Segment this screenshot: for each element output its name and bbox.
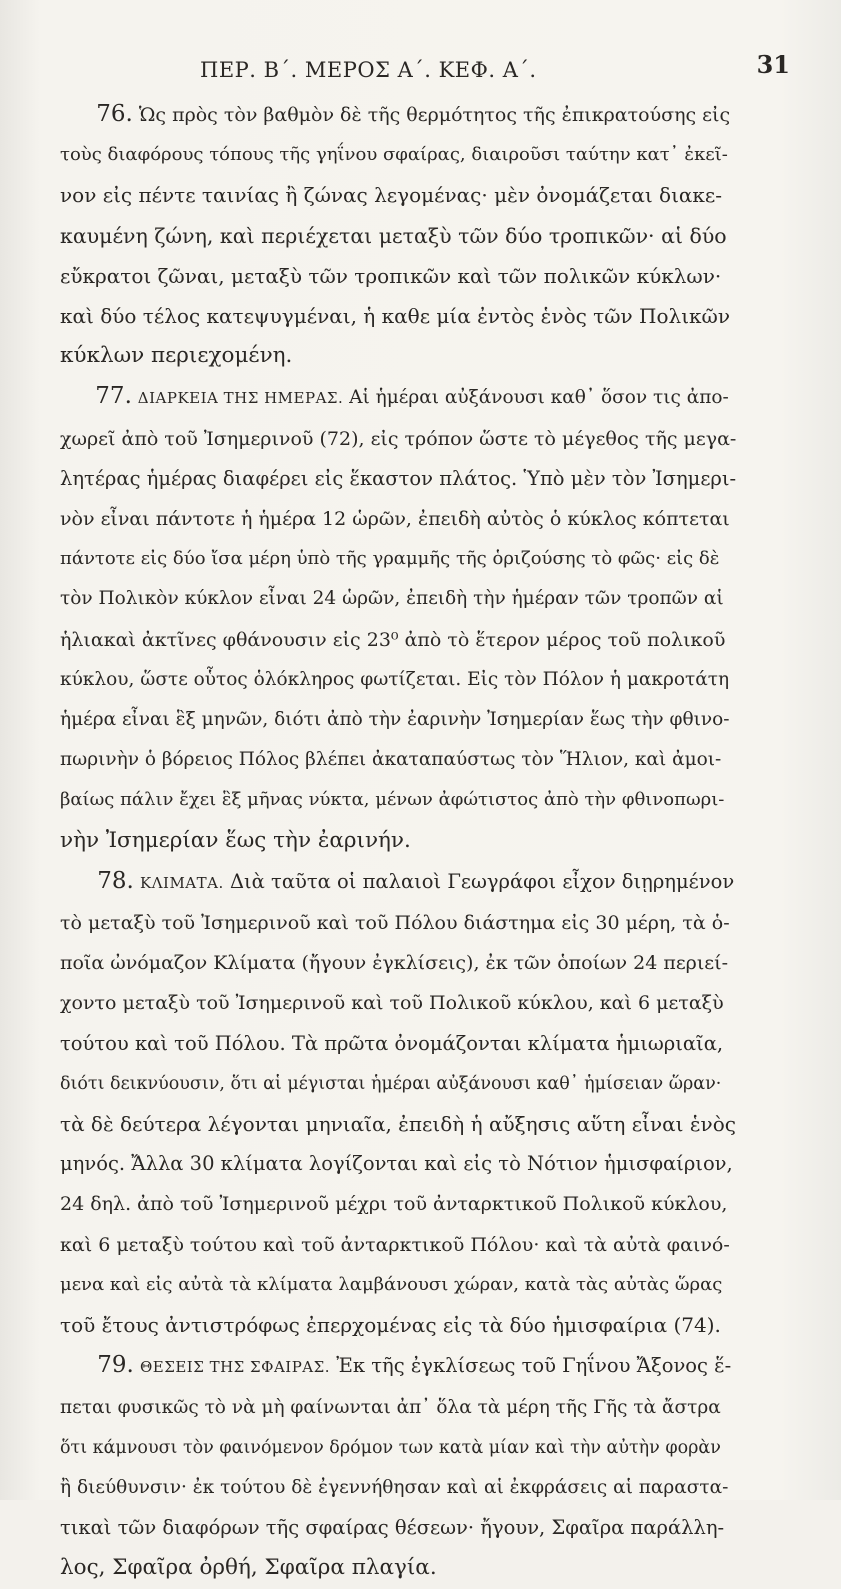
text-line: διότι δεικνύουσιν, ὅτι αἱ μέγισται ἡμέραι αὐξάνουσι καθ᾿ ἡμίσειαν ὥραν· — [60, 1073, 722, 1094]
text-line: χωρεῖ ἀπὸ τοῦ Ἰσημερινοῦ (72), εἰς τρόπον ὥστε τὸ μέγεθος τῆς μεγα- — [60, 427, 737, 450]
text-line: 76. Ὡς πρὸς τὸν βαθμὸν δὲ τῆς θερμότητος τῆς ἐπικρατούσης εἰς — [96, 101, 731, 127]
text-line: ἢ διεύθυνσιν· ἐκ τούτου δὲ ἐγεννήθησαν καὶ αἱ ἐκφράσεις αἱ παραστα- — [60, 1476, 729, 1498]
text-line: πάντοτε εἰς δύο ἴσα μέρη ὑπὸ τῆς γραμμῆς τῆς ὁριζούσης τὸ φῶς· εἰς δὲ — [60, 548, 720, 570]
text-line: τὰ δὲ δεύτερα λέγονται μηνιαῖα, ἐπειδὴ ἡ αὔξησις αὕτη εἶναι ἑνὸς — [60, 1112, 736, 1137]
text-line: 79. ΘΕΣΕΙΣ ΤΗΣ ΣΦΑΙΡΑΣ. Ἐκ τῆς ἐγκλίσεως τοῦ Γηΐνου Ἄξονος ἕ- — [97, 1352, 732, 1379]
text-line: 78. ΚΛΙΜΑΤΑ. Διὰ ταῦτα οἱ παλαιοὶ Γεωγράφοι εἶχον διῃρημένον — [97, 867, 735, 894]
text-line: πωρινὴν ὁ βόρειος Πόλος βλέπει ἀκαταπαύστως τὸν Ἥλιον, καὶ ἀμοι- — [60, 749, 722, 771]
text-line: τικαὶ τῶν διαφόρων τῆς σφαίρας θέσεων· ἤγουν, Σφαῖρα παράλλη- — [60, 1516, 725, 1540]
text-line: ἡλιακαὶ ἀκτῖνες φθάνουσιν εἰς 23⁰ ἀπὸ τὸ ἕτερον μέρος τοῦ πολικοῦ — [60, 628, 726, 651]
text-line: πεται φυσικῶς τὸ νὰ μὴ φαίνωνται ἀπ᾿ ὅλα τὰ μέρη τῆς Γῆς τὰ ἄστρα — [60, 1396, 721, 1418]
text-line: ἡμέρα εἶναι ἓξ μηνῶν, διότι ἀπὸ τὴν ἐαρινὴν Ἰσημερίαν ἕως τὴν φθινο- — [60, 709, 730, 731]
page-body — [60, 94, 736, 1589]
section-title: ΔΙΑΡΚΕΙΑ ΤΗΣ ΗΜΕΡΑΣ. — [137, 389, 344, 408]
text-line: νὴν Ἰσημερίαν ἕως τὴν ἐαρινήν. — [60, 827, 411, 853]
paragraph-77 — [60, 376, 736, 860]
text-line: ὅτι κάμνουσι τὸν φαινόμενον δρόμον των κατὰ μίαν καὶ τὴν αὐτὴν φορὰν — [60, 1437, 721, 1458]
paragraph-number: 76. — [96, 101, 133, 127]
text-line: καὶ 6 μεταξὺ τούτου καὶ τοῦ ἀνταρκτικοῦ Πόλου· καὶ τὰ αὐτὰ φαινό- — [60, 1233, 730, 1256]
paragraph-number: 78. — [97, 867, 134, 894]
text-line: εὔκρατοι ζῶναι, μεταξὺ τῶν τροπικῶν καὶ τῶν πολικῶν κύκλων· — [60, 263, 722, 288]
text-line: κύκλου, ὥστε οὗτος ὁλόκληρος φωτίζεται. Εἰς τὸν Πόλον ἡ μακροτάτη — [60, 668, 730, 690]
paragraph-78 — [60, 861, 736, 1345]
text-line: μηνός. Ἄλλα 30 κλίματα λογίζονται καὶ εἰς τὸ Νότιον ἡμισφαίριον, — [60, 1152, 733, 1176]
text-line: καὶ δύο τέλος κατεψυγμέναι, ἡ καθε μία ἐντὸς ἑνὸς τῶν Πολικῶν — [60, 304, 731, 329]
text-line: τὸν Πολικὸν κύκλον εἶναι 24 ὡρῶν, ἐπειδὴ τὴν ἡμέραν τῶν τροπῶν αἱ — [60, 588, 724, 610]
paragraph-number: 79. — [97, 1352, 134, 1379]
text-line: 77. ΔΙΑΡΚΕΙΑ ΤΗΣ ΗΜΕΡΑΣ. Αἱ ἡμέραι αὐξάνουσι καθ᾿ ὅσον τις ἀπο- — [95, 383, 729, 410]
text-line: τοῦ ἔτους ἀντιστρόφως ἐπερχομένας εἰς τὰ δύο ἡμισφαίρια (74). — [60, 1313, 721, 1338]
text-line: 24 δηλ. ἀπὸ τοῦ Ἰσημερινοῦ μέχρι τοῦ ἀνταρκτικοῦ Πολικοῦ κύκλου, — [60, 1193, 728, 1216]
text-line: νον εἰς πέντε ταινίας ἢ ζώνας λεγομένας· μὲν ὀνομάζεται διακε- — [60, 183, 723, 208]
paragraph-number: 77. — [95, 383, 132, 410]
text-line: ποῖα ὠνόμαζον Κλίματα (ἤγουν ἐγκλίσεις), ἐκ τῶν ὁποίων 24 περιεί- — [60, 952, 729, 975]
text-line: τοὺς διαφόρους τόπους τῆς γηΐνου σφαίρας, διαιροῦσι ταύτην κατ᾿ ἐκεῖ- — [60, 144, 728, 166]
text-line: τούτου καὶ τοῦ Πόλου. Τὰ πρῶτα ὀνομάζονται κλίματα ἡμιωριαῖα, — [60, 1031, 724, 1055]
section-title: ΚΛΙΜΑΤΑ. — [139, 873, 224, 892]
paragraph-76 — [60, 94, 736, 376]
text-line: μενα καὶ εἰς αὐτὰ τὰ κλίματα λαμβάνουσι χώραν, κατὰ τὰς αὐτὰς ὥρας — [60, 1273, 723, 1295]
text-line: χοντο μεταξὺ τοῦ Ἰσημερινοῦ καὶ τοῦ Πολικοῦ κύκλου, καὶ 6 μεταξὺ — [60, 992, 724, 1015]
page-header — [120, 48, 790, 88]
text-line: βαίως πάλιν ἔχει ἓξ μῆνας νύκτα, μένων ἀφώτιστος ἀπὸ τὴν φθινοπωρι- — [60, 789, 725, 811]
text-line: καυμένη ζώνη, καὶ περιέχεται μεταξὺ τῶν δύο τροπικῶν· αἱ δύο — [60, 223, 727, 248]
section-title: ΘΕΣΕΙΣ ΤΗΣ ΣΦΑΙΡΑΣ. — [139, 1358, 331, 1377]
paragraph-79 — [60, 1345, 736, 1588]
text-line: λος, Σφαῖρα ὀρθή, Σφαῖρα πλαγία. — [60, 1555, 437, 1581]
text-line: νὸν εἶναι πάντοτε ἡ ἡμέρα 12 ὡρῶν, ἐπειδὴ αὐτὸς ὁ κύκλος κόπτεται — [60, 508, 730, 531]
running-head: ΠΕΡ. Β΄. ΜΕΡΟΣ Α΄. ΚΕΦ. Α΄. — [200, 58, 537, 82]
text-line: κύκλων περιεχομένη. — [60, 343, 293, 369]
text-line: λητέρας ἡμέρας διαφέρει εἰς ἕκαστον πλάτος. Ὑπὸ μὲν τὸν Ἰσημερι- — [60, 466, 737, 490]
page-number: 31 — [756, 50, 790, 79]
text-line: τὸ μεταξὺ τοῦ Ἰσημερινοῦ καὶ τοῦ Πόλου διάστημα εἰς 30 μέρη, τὰ ὁ- — [60, 912, 730, 935]
